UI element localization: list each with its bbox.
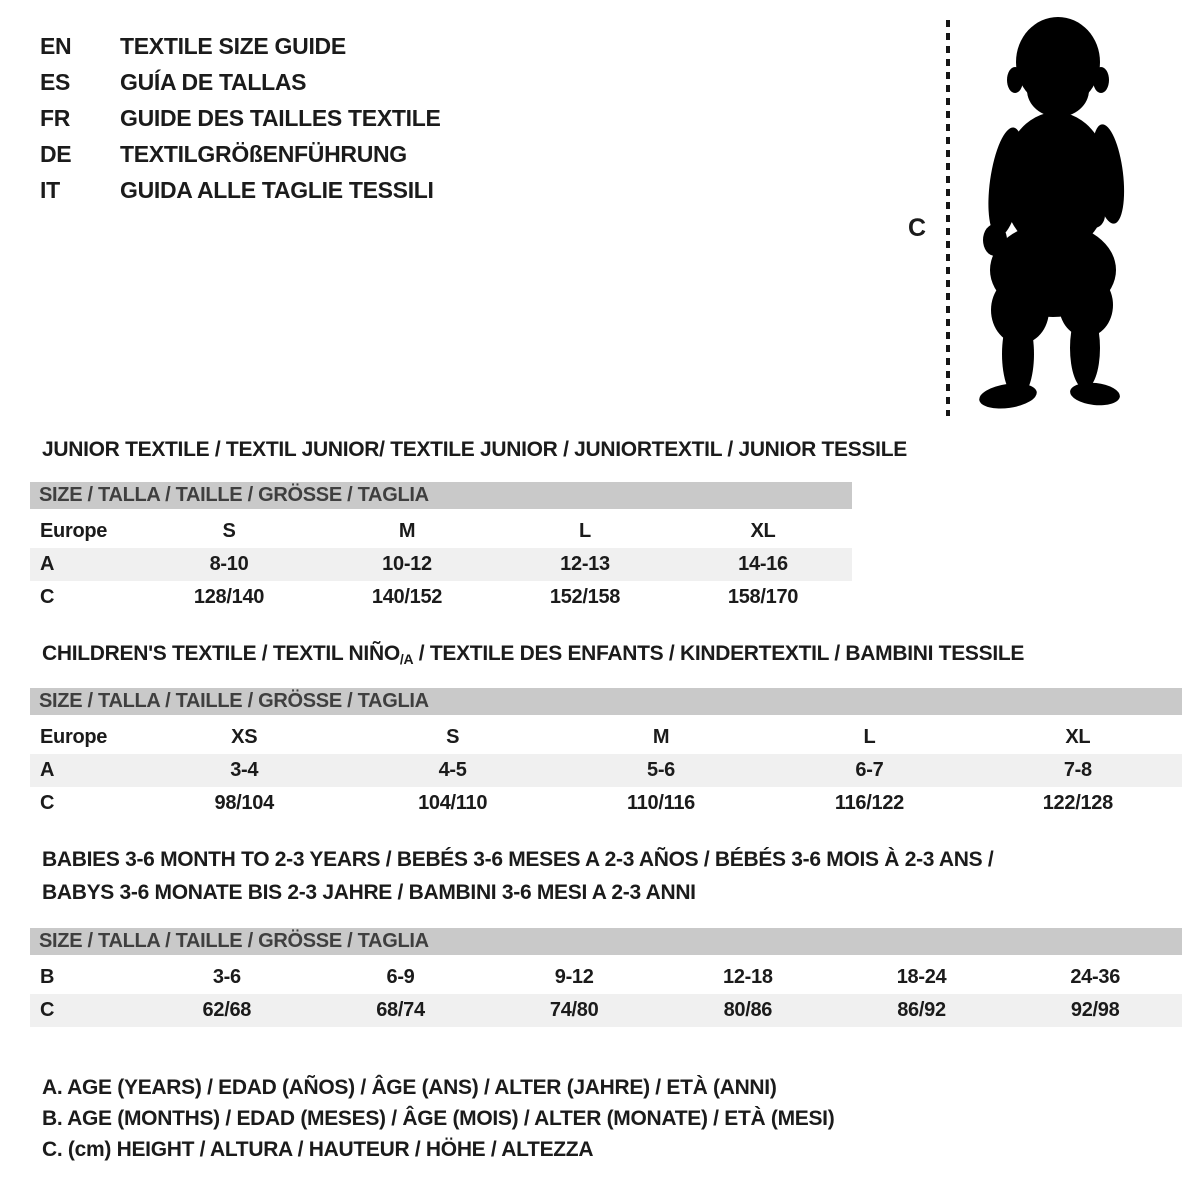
cell-value: 86/92 xyxy=(897,999,946,1021)
table-row-height xyxy=(30,787,1182,820)
cell-value: 62/68 xyxy=(202,999,252,1021)
row-label: Europe xyxy=(40,520,108,542)
cell-value: 104/110 xyxy=(418,792,488,814)
cell-value: 6-7 xyxy=(855,759,884,781)
height-measure-dashed-line xyxy=(946,20,950,416)
size-column: L xyxy=(863,726,876,748)
cell-value: 152/158 xyxy=(549,586,621,608)
legend xyxy=(42,1072,834,1165)
height-measure-label: C xyxy=(908,214,927,242)
cell-value: 3-4 xyxy=(230,759,259,781)
section-title-part: CHILDREN'S TEXTILE / TEXTIL NIÑO xyxy=(42,642,400,665)
cell-value: 80/86 xyxy=(723,999,773,1021)
language-row-fr xyxy=(40,100,441,136)
page-title-it: GUIDA ALLE TAGLIE TESSILI xyxy=(120,176,434,203)
legend-line-age-years: A. AGE (YEARS) / EDAD (AÑOS) / ÂGE (ANS) / ALTER (JAHRE) / ETÀ (ANNI) xyxy=(42,1076,777,1099)
size-header-bar: SIZE / TALLA / TAILLE / GRÖSSE / TAGLIA xyxy=(30,928,1182,955)
cell-value: 158/170 xyxy=(727,586,799,608)
table-row-sizes xyxy=(30,515,852,548)
table-body xyxy=(30,509,852,614)
size-header-bar: SIZE / TALLA / TAILLE / GRÖSSE / TAGLIA xyxy=(30,482,852,509)
row-label: A xyxy=(40,553,55,575)
legend-line-height: C. (cm) HEIGHT / ALTURA / HAUTEUR / HÖHE / ALTEZZA xyxy=(42,1138,594,1161)
cell-value: 10-12 xyxy=(382,553,432,575)
cell-value: 6-9 xyxy=(386,966,415,988)
row-label: A xyxy=(40,759,55,781)
language-row-it xyxy=(40,172,441,208)
row-label: B xyxy=(40,966,55,988)
cell-value: 98/104 xyxy=(214,792,274,814)
junior-size-table xyxy=(30,482,852,614)
cell-value: 110/116 xyxy=(627,792,696,814)
table-row-height xyxy=(30,994,1182,1027)
page-title-es: GUÍA DE TALLAS xyxy=(120,68,307,95)
cell-value: 74/80 xyxy=(549,999,599,1021)
legend-line-age-months: B. AGE (MONTHS) / EDAD (MESES) / ÂGE (MOIS) / ALTER (MONATE) / ETÀ (MESI) xyxy=(42,1107,835,1130)
row-label: C xyxy=(40,999,55,1021)
row-label: C xyxy=(40,586,55,608)
cell-value: 3-6 xyxy=(212,966,241,988)
size-column: S xyxy=(446,726,460,748)
table-body xyxy=(30,715,1182,820)
size-column: XS xyxy=(231,726,258,748)
cell-value: 14-16 xyxy=(738,553,788,575)
cell-value: 122/128 xyxy=(1042,792,1113,814)
section-title-part: / TEXTILE DES ENFANTS / KINDERTEXTIL / BAMBINI TESSILE xyxy=(413,642,1025,665)
language-code: EN xyxy=(40,32,72,59)
cell-value: 7-8 xyxy=(1063,759,1092,781)
page-title-de: TEXTILGRÖßENFÜHRUNG xyxy=(120,140,407,167)
section-title-line: BABIES 3-6 MONTH TO 2-3 YEARS / BEBÉS 3-6 MESES A 2-3 AÑOS / BÉBÉS 3-6 MOIS À 2-3 ANS / xyxy=(42,848,994,871)
cell-value: 9-12 xyxy=(554,966,594,988)
cell-value: 128/140 xyxy=(193,586,265,608)
cell-value: 18-24 xyxy=(896,966,947,988)
size-column: L xyxy=(579,520,591,542)
section-title-subscript: /A xyxy=(399,651,414,667)
section-title-children xyxy=(42,637,1024,676)
cell-value: 92/98 xyxy=(1070,999,1120,1021)
size-column: M xyxy=(398,520,416,542)
cell-value: 12-13 xyxy=(560,553,610,575)
table-row-age xyxy=(30,548,852,581)
language-row-en xyxy=(40,28,441,64)
size-column: M xyxy=(652,726,670,748)
cell-value: 12-18 xyxy=(723,966,773,988)
table-row-age xyxy=(30,754,1182,787)
size-header-bar: SIZE / TALLA / TAILLE / GRÖSSE / TAGLIA xyxy=(30,688,1182,715)
cell-value: 116/122 xyxy=(834,792,904,814)
row-label: C xyxy=(40,792,55,814)
section-title-junior: JUNIOR TEXTILE / TEXTIL JUNIOR/ TEXTILE JUNIOR / JUNIORTEXTIL / JUNIOR TESSILE xyxy=(42,438,907,461)
children-size-table xyxy=(30,688,1182,820)
toddler-silhouette-icon xyxy=(968,12,1143,417)
cell-value: 68/74 xyxy=(376,999,425,1021)
language-code: FR xyxy=(40,104,71,131)
page-title-fr: GUIDE DES TAILLES TEXTILE xyxy=(120,104,441,131)
cell-value: 4-5 xyxy=(438,759,467,781)
cell-value: 140/152 xyxy=(371,586,443,608)
cell-value: 5-6 xyxy=(647,759,676,781)
babies-size-table xyxy=(30,928,1182,1027)
size-column: XL xyxy=(750,520,776,542)
page-title: TEXTILE SIZE GUIDE xyxy=(120,32,346,59)
row-label: Europe xyxy=(40,726,108,748)
section-title-line: BABYS 3-6 MONATE BIS 2-3 JAHRE / BAMBINI 3-6 MESI A 2-3 ANNI xyxy=(42,881,696,904)
table-row-height xyxy=(30,581,852,614)
size-column: XL xyxy=(1065,726,1091,748)
language-row-es xyxy=(40,64,441,100)
language-code: ES xyxy=(40,68,71,95)
section-title-babies xyxy=(42,843,993,909)
size-column: S xyxy=(222,520,236,542)
table-body xyxy=(30,955,1182,1027)
cell-value: 8-10 xyxy=(209,553,249,575)
language-code: DE xyxy=(40,140,72,167)
language-code: IT xyxy=(40,176,60,203)
cell-value: 24-36 xyxy=(1070,966,1121,988)
language-row-de xyxy=(40,136,441,172)
language-title-list xyxy=(40,28,441,208)
table-row-sizes xyxy=(30,721,1182,754)
table-row-months xyxy=(30,961,1182,994)
